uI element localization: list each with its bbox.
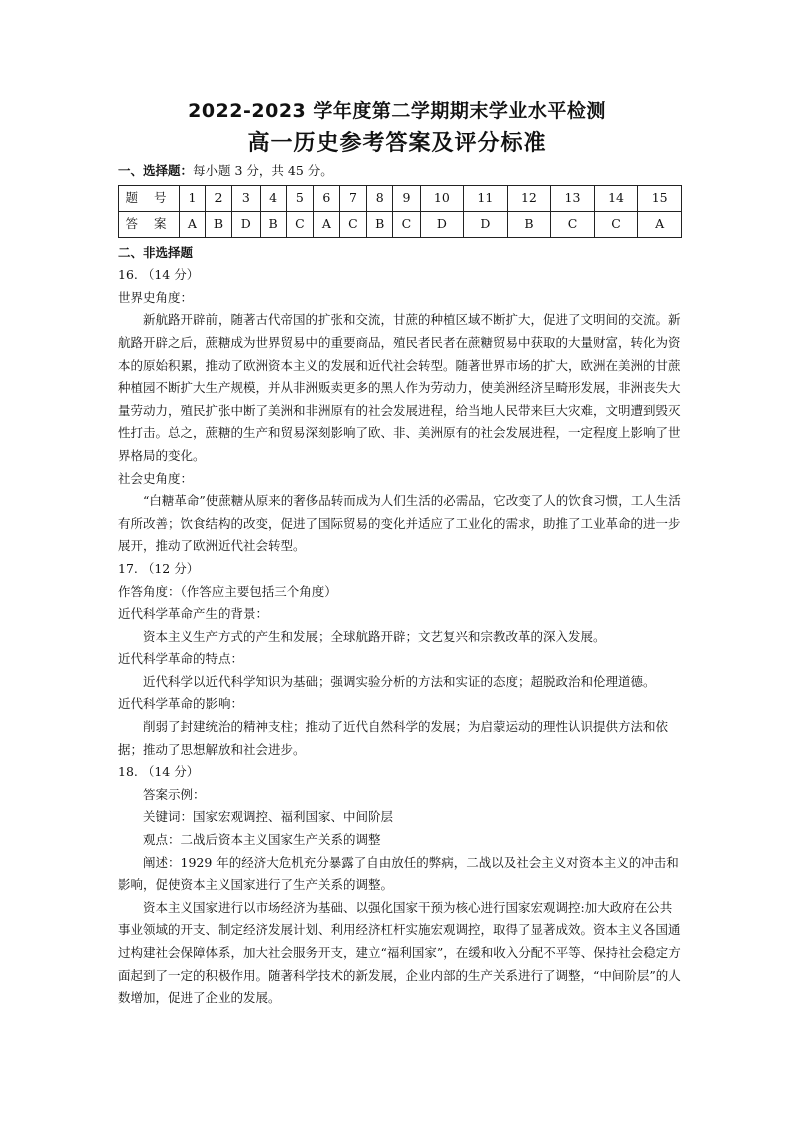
- q17-label: 17. （12 分）: [118, 560, 200, 576]
- part2-heading: 二、非选择题: [118, 244, 194, 260]
- q17-background-subheading: 近代科学革命产生的背景：: [118, 606, 269, 622]
- q17-impact-subheading: 近代科学革命的影响：: [118, 696, 244, 712]
- q17-background-answer: 资本主义生产方式的产生和发展；全球航路开辟；文艺复兴和宗教改革的深入发展。: [143, 628, 606, 644]
- q-num-cell: 5: [286, 185, 313, 211]
- q16-world-history-subheading: 世界史角度：: [118, 289, 194, 305]
- answer-cell: B: [205, 211, 231, 237]
- q18-viewpoint: 观点：二战后资本主义国家生产关系的调整: [143, 832, 381, 848]
- answer-content: [118, 160, 682, 1010]
- question-number-row: [119, 185, 682, 211]
- row-label-number: 题 号: [119, 185, 180, 211]
- answer-cell: A: [638, 211, 682, 237]
- q17-impact-answer: 削弱了封建统治的精神支柱；推动了近代自然科学的发展；为启蒙运动的理性认识提供方法和依据；推动了思想解放和社会进步。: [118, 719, 669, 757]
- q18-elaboration: 阐述：1929 年的经济大危机充分暴露了自由放任的弊病，二战以及社会主义对资本主义的冲击和影响，促使资本主义国家进行了生产关系的调整。: [118, 854, 679, 893]
- q18-elaboration-detail: 资本主义国家进行以市场经济为基础、以强化国家干预为核心进行国家宏观调控:加大政府在公共事业领域的开支、制定经济发展计划、利用经济杠杆实施宏观调控，取得了显著成效。资本主义各国通过构建社会保障体系，加大社会服务开支，建立“福利国家”，在缓和收入分配不平等、保持社会稳定方面起到了一定的积极作用。随著科学技术的新发展，企业内部的生产关系进行了调整，“中间阶层”的人数增加，促进了企业的发展。: [118, 899, 681, 1006]
- answer-cell: C: [286, 211, 313, 237]
- q18-label: 18. （14 分）: [118, 764, 200, 780]
- q-num-cell: 4: [260, 185, 286, 211]
- exam-title: 2022-2023 学年度第二学期期末学业水平检测: [188, 100, 606, 122]
- answer-cell: A: [180, 211, 206, 237]
- answer-cell: B: [367, 211, 393, 237]
- q-num-cell: 10: [420, 185, 464, 211]
- answer-cell: D: [232, 211, 260, 237]
- part1-heading: 一、选择题：: [118, 163, 194, 178]
- q17-answer-angles: 作答角度：（作答应主要包括三个角度）: [118, 583, 337, 599]
- q-num-cell: 8: [367, 185, 393, 211]
- q16-world-history-answer: 新航路开辟前，随著古代帝国的扩张和交流，甘蔗的种植区域不断扩大，促进了文明间的交流。新航路开辟之后，蔗糖成为世界贸易中的重要商品，殖民者民者在蔗糖贸易中获取的大量财富，转化为资本的原始积累，推动了欧洲资本主义的发展和近代社会转型。随著世界市场的扩大，欧洲在美洲的甘蔗种植园不断扩大生产规模，并从非洲贩卖更多的黑人作为劳动力，使美洲经济呈畸形发展，非洲丧失大量劳动力，殖民扩张中断了美洲和非洲原有的社会发展进程，给当地人民带来巨大灾难，文明遭到毁灭性打击。总之，蔗糖的生产和贸易深刻影响了欧、非、美洲原有的社会发展进程，一定程度上影响了世界格局的变化。: [118, 312, 681, 463]
- answer-cell: B: [260, 211, 286, 237]
- q-num-cell: 11: [464, 185, 508, 211]
- answer-cell: D: [464, 211, 508, 237]
- q-num-cell: 9: [393, 185, 420, 211]
- q-num-cell: 2: [205, 185, 231, 211]
- q16-label: 16. （14 分）: [118, 267, 200, 283]
- answer-row: [119, 211, 682, 237]
- answer-cell: B: [507, 211, 551, 237]
- answer-cell: C: [393, 211, 420, 237]
- answer-cell: C: [594, 211, 638, 237]
- answer-table: [118, 185, 682, 238]
- answer-cell: D: [420, 211, 464, 237]
- part1-note: 每小题 3 分，共 45 分。: [193, 163, 333, 178]
- q-num-cell: 13: [551, 185, 595, 211]
- q18-example-label: 答案示例：: [143, 786, 206, 802]
- q-num-cell: 7: [339, 185, 366, 211]
- q-num-cell: 1: [180, 185, 206, 211]
- answer-key-title: 高一历史参考答案及评分标准: [247, 131, 547, 156]
- q17-features-answer: 近代科学以近代科学知识为基础；强调实验分析的方法和实证的态度；超脱政治和伦理道德。: [143, 673, 656, 689]
- q18-keywords: 关键词：国家宏观调控、福利国家、中间阶层: [143, 809, 394, 825]
- answer-cell: C: [551, 211, 595, 237]
- q-num-cell: 12: [507, 185, 551, 211]
- q16-social-history-subheading: 社会史角度：: [118, 470, 194, 486]
- q-num-cell: 14: [594, 185, 638, 211]
- q-num-cell: 3: [232, 185, 260, 211]
- q16-social-history-answer: “白糖革命”使蔗糖从原来的奢侈品转而成为人们生活的必需品，它改变了人的饮食习惯，工人生活有所改善；饮食结构的改变，促进了国际贸易的变化并适应了工业化的需求，助推了工业革命的进一步展开，推动了欧洲近代社会转型。: [118, 493, 681, 554]
- row-label-answer: 答 案: [119, 211, 180, 237]
- answer-cell: A: [313, 211, 339, 237]
- q-num-cell: 15: [638, 185, 682, 211]
- q17-features-subheading: 近代科学革命的特点：: [118, 651, 244, 667]
- part1-header: [118, 160, 682, 183]
- q-num-cell: 6: [313, 185, 339, 211]
- answer-cell: C: [339, 211, 366, 237]
